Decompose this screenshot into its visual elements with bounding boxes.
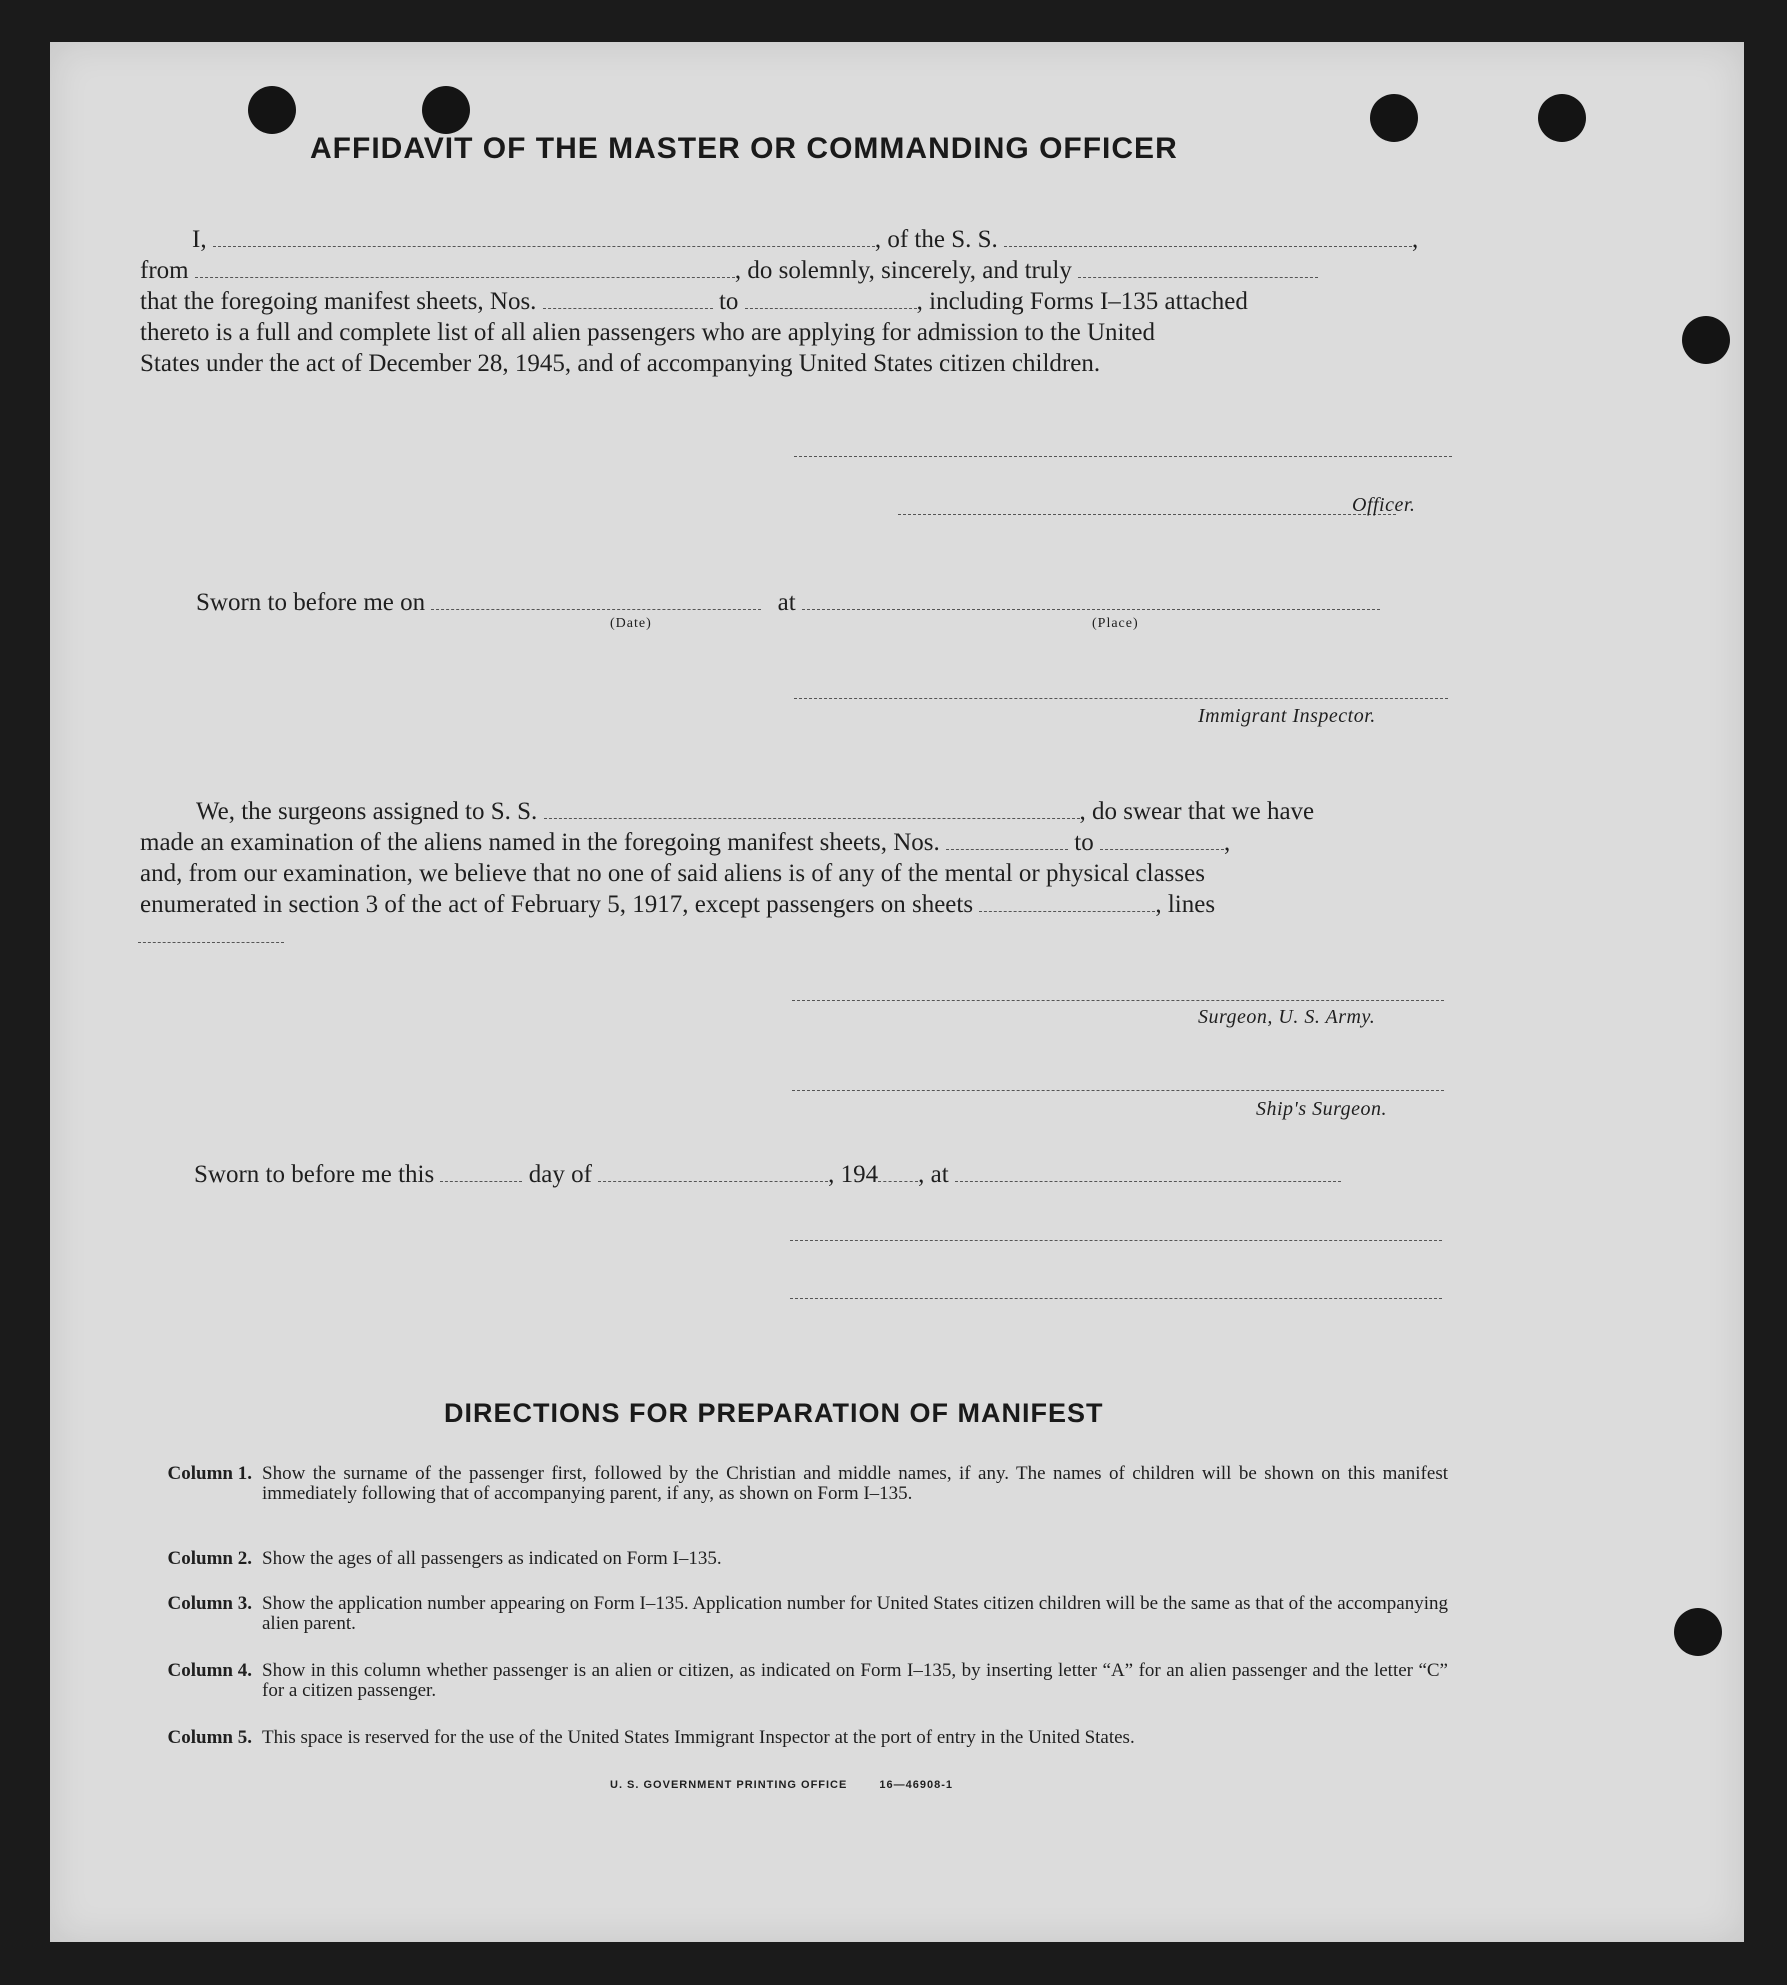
affidavit-line-3: that the foregoing manifest sheets, Nos. to , including Forms I–135 attached	[140, 288, 1248, 315]
surgeon-sheet-from-field[interactable]	[946, 848, 1068, 850]
sworn-at-field[interactable]	[955, 1180, 1341, 1182]
sworn-place-field[interactable]	[802, 608, 1380, 610]
punch-hole	[1370, 94, 1418, 142]
date-label: (Date)	[610, 616, 652, 631]
surgeons-line-1: We, the surgeons assigned to S. S. , do swear that we have	[196, 798, 1315, 825]
sworn-before-this-line: Sworn to before me this day of , 194 , at	[194, 1159, 1341, 1190]
sheet-from-field[interactable]	[543, 307, 713, 309]
form-sheet: AFFIDAVIT OF THE MASTER OR COMMANDING OFFICER I, , of the S. S. , from , do solemnly, sincerely, and truly that the foregoing manifest sheets, Nos. to , including Forms I–135 attached thereto is a full and complete list of all alien passengers who are applying for admission to the United States under the act of December 28, 1945, and of accompanying United States citizen children. Officer. Sworn to before me on at (Date) (Place) Immigrant Inspector. We, the surgeons assigned to S. S. , do swear that we have made an examination of the aliens named in the foregoing manifest sheets, Nos. to , and, from our examination, we believe that no one of said aliens is of any of the mental or physical classes enumerated in section 3 of the act of February 5, 1917, except passengers on sheets , lines Surgeon, U. S. Army. Ship's Surgeon. Sworn to before me this day of , 194 , at DIRECTIONS FOR PREPARATION OF MANIFEST Column 1. Show the surname of the passenger first, followed by the Christian and middle names, if any. The names of children will be shown on this manifest immediately following that of accompanying parent, if any, as shown on Form I–135. Column 2. Show the ages of all passengers as indicated on Form I–135. Column 3. Show the application number appearing on Form I–135. Application number for United States citizen children will be the same as that of the accompanying alien parent. Column 4. Show in this column whether passenger is an alien or citizen, as indicated on Form I–135, by inserting letter “A” for an alien passenger and the letter “C” for a citizen passenger. Column 5. This space is reserved for the use of the United States Immigrant Inspector at the port of entry in the United States. U. S. GOVERNMENT PRINTING OFFICE 16—46908-1	[50, 42, 1744, 1942]
signature-line[interactable]	[790, 1240, 1442, 1241]
sworn-year-field[interactable]	[878, 1180, 918, 1182]
surgeons-line-2: made an examination of the aliens named in the foregoing manifest sheets, Nos. to ,	[140, 829, 1231, 856]
ship-surgeon-signature-line[interactable]	[792, 1090, 1444, 1091]
punch-hole	[422, 86, 470, 134]
affidavit-line-4: thereto is a full and complete list of all alien passengers who are applying for admission to the United	[140, 319, 1156, 346]
punch-hole	[1538, 94, 1586, 142]
army-surgeon-signature-line[interactable]	[792, 1000, 1444, 1001]
surgeon-sheet-to-field[interactable]	[1100, 848, 1224, 850]
surgeons-line-3: and, from our examination, we believe that no one of said aliens is of any of the mental or physical classes	[140, 860, 1205, 887]
sworn-date-field[interactable]	[431, 608, 761, 610]
officer-signature-line-2[interactable]	[898, 514, 1396, 515]
directions-title: DIRECTIONS FOR PREPARATION OF MANIFEST	[444, 1398, 1104, 1428]
inspector-signature-line[interactable]	[794, 698, 1448, 699]
affidavit-line-2: from , do solemnly, sincerely, and truly	[140, 255, 1318, 286]
place-label: (Place)	[1092, 616, 1139, 631]
ship-surgeon-label: Ship's Surgeon.	[1256, 1098, 1388, 1120]
lines-field[interactable]	[138, 942, 284, 943]
signature-line[interactable]	[790, 1298, 1442, 1299]
officer-signature-line-1[interactable]	[794, 456, 1452, 457]
sheet-to-field[interactable]	[745, 307, 917, 309]
sworn-before-on-line: Sworn to before me on at	[196, 587, 1380, 618]
affidavit-line-1: I, , of the S. S. ,	[192, 226, 1419, 253]
from-port-field[interactable]	[195, 276, 735, 278]
sworn-day-field[interactable]	[440, 1180, 522, 1182]
page-title: AFFIDAVIT OF THE MASTER OR COMMANDING OFFICER	[310, 132, 1178, 165]
surgeons-line-4: enumerated in section 3 of the act of February 5, 1917, except passengers on sheets , lines	[140, 891, 1216, 918]
except-sheets-field[interactable]	[979, 910, 1155, 912]
officer-label: Officer.	[1352, 494, 1416, 516]
ship-name-field[interactable]	[1004, 245, 1412, 247]
sworn-month-field[interactable]	[598, 1180, 828, 1182]
army-surgeon-label: Surgeon, U. S. Army.	[1198, 1006, 1376, 1028]
surgeon-ship-field[interactable]	[544, 817, 1080, 819]
inspector-label: Immigrant Inspector.	[1198, 705, 1376, 727]
affidavit-line-5: States under the act of December 28, 1945, and of accompanying United States citizen children.	[140, 350, 1101, 377]
oath-field[interactable]	[1078, 276, 1318, 278]
punch-hole	[1682, 316, 1730, 364]
punch-hole	[1674, 1608, 1722, 1656]
punch-hole	[248, 86, 296, 134]
master-name-field[interactable]	[213, 245, 875, 247]
printer-imprint: U. S. GOVERNMENT PRINTING OFFICE 16—46908-1	[610, 1779, 954, 1791]
